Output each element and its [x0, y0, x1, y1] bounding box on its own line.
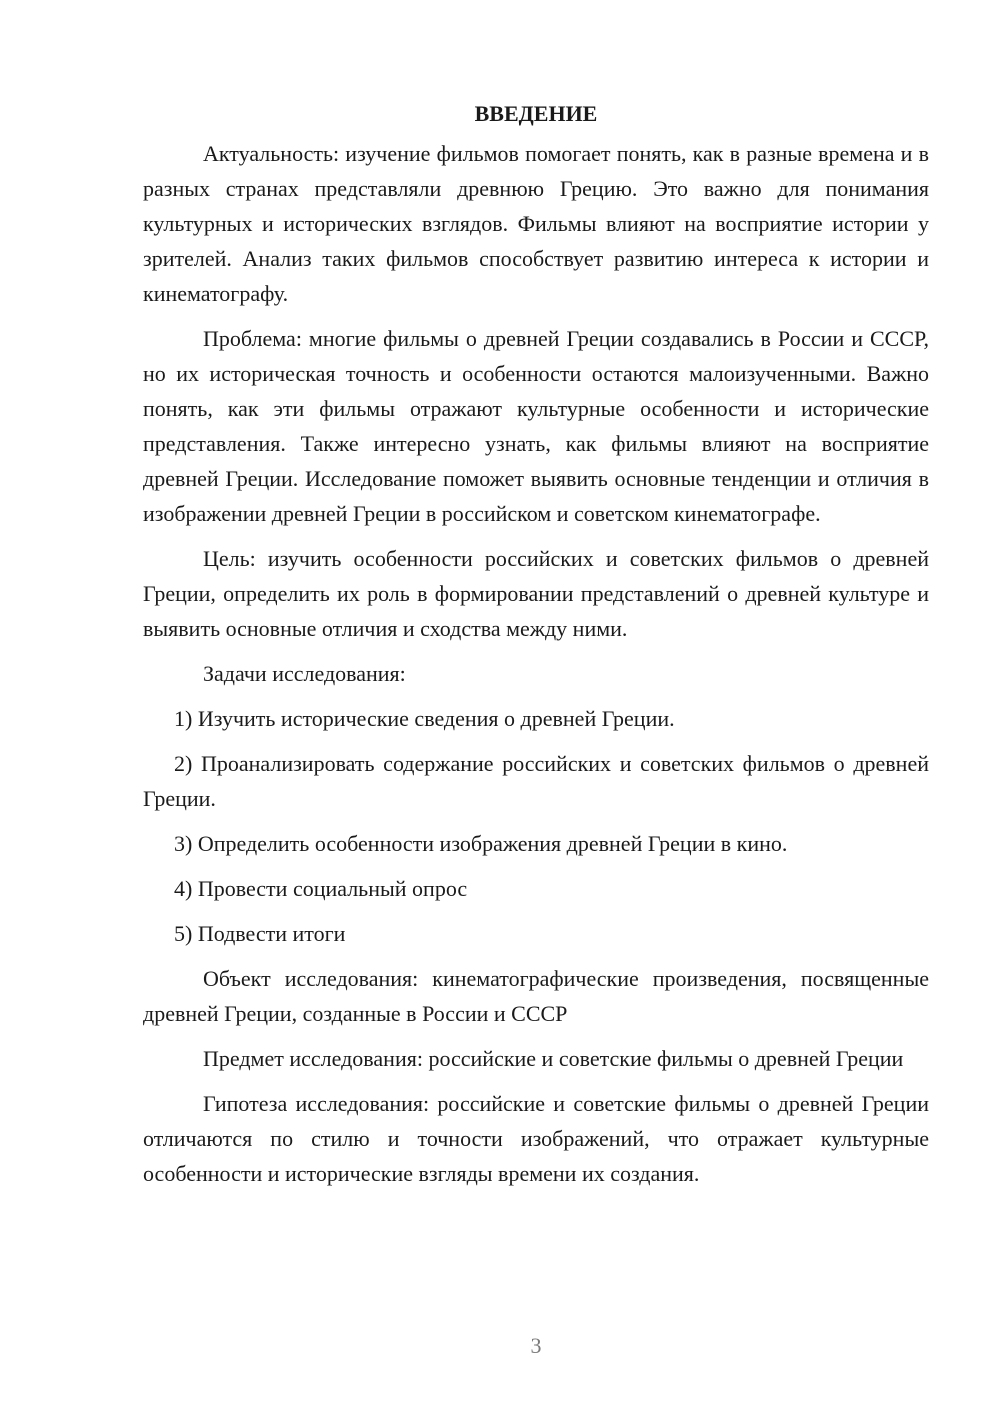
tasks-heading: Задачи исследования:: [203, 661, 406, 686]
task-item: 1) Изучить исторические сведения о древней Греции.: [174, 706, 675, 731]
task-item: 5) Подвести итоги: [174, 921, 346, 946]
section-heading: ВВЕДЕНИЕ: [474, 101, 598, 126]
task-item: 4) Провести социальный опрос: [174, 876, 468, 901]
task-item: 2) Проанализировать содержание российских и советских фильмов о древней Греции.: [143, 751, 929, 811]
goal-paragraph: Цель: изучить особенности российских и советских фильмов о древней Греции, определить их роль в формировании представлений о древней культуре и выявить основные отличия и сходства между ними.: [143, 546, 929, 641]
page-number: 3: [530, 1333, 542, 1358]
relevance-paragraph: Актуальность: изучение фильмов помогает понять, как в разные времена и в разных странах представляли древнюю Грецию. Это важно для понимания культурных и исторических взглядов. Фильмы влияют на восприятие истории у зрителей. Анализ таких фильмов способствует развитию интереса к истории и кинематографу.: [143, 141, 929, 306]
task-item: 3) Определить особенности изображения древней Греции в кино.: [174, 831, 788, 856]
object-paragraph: Объект исследования: кинематографические произведения, посвященные древней Греции, созданные в России и СССР: [143, 966, 929, 1026]
hypothesis-paragraph: Гипотеза исследования: российские и советские фильмы о древней Греции отличаются по стилю и точности изображений, что отражает культурные особенности и исторические взгляды времени их создания.: [143, 1091, 929, 1186]
subject-paragraph: Предмет исследования: российские и советские фильмы о древней Греции: [203, 1046, 904, 1071]
page-content: [143, 96, 929, 1201]
problem-paragraph: Проблема: многие фильмы о древней Греции создавались в России и СССР, но их историческая точность и особенности остаются малоизученными. Важно понять, как эти фильмы отражают культурные особенности и исторические представления. Также интересно узнать, как фильмы влияют на восприятие древней Греции. Исследование поможет выявить основные тенденции и отличия в изображении древней Греции в российском и советском кинематографе.: [143, 326, 929, 526]
